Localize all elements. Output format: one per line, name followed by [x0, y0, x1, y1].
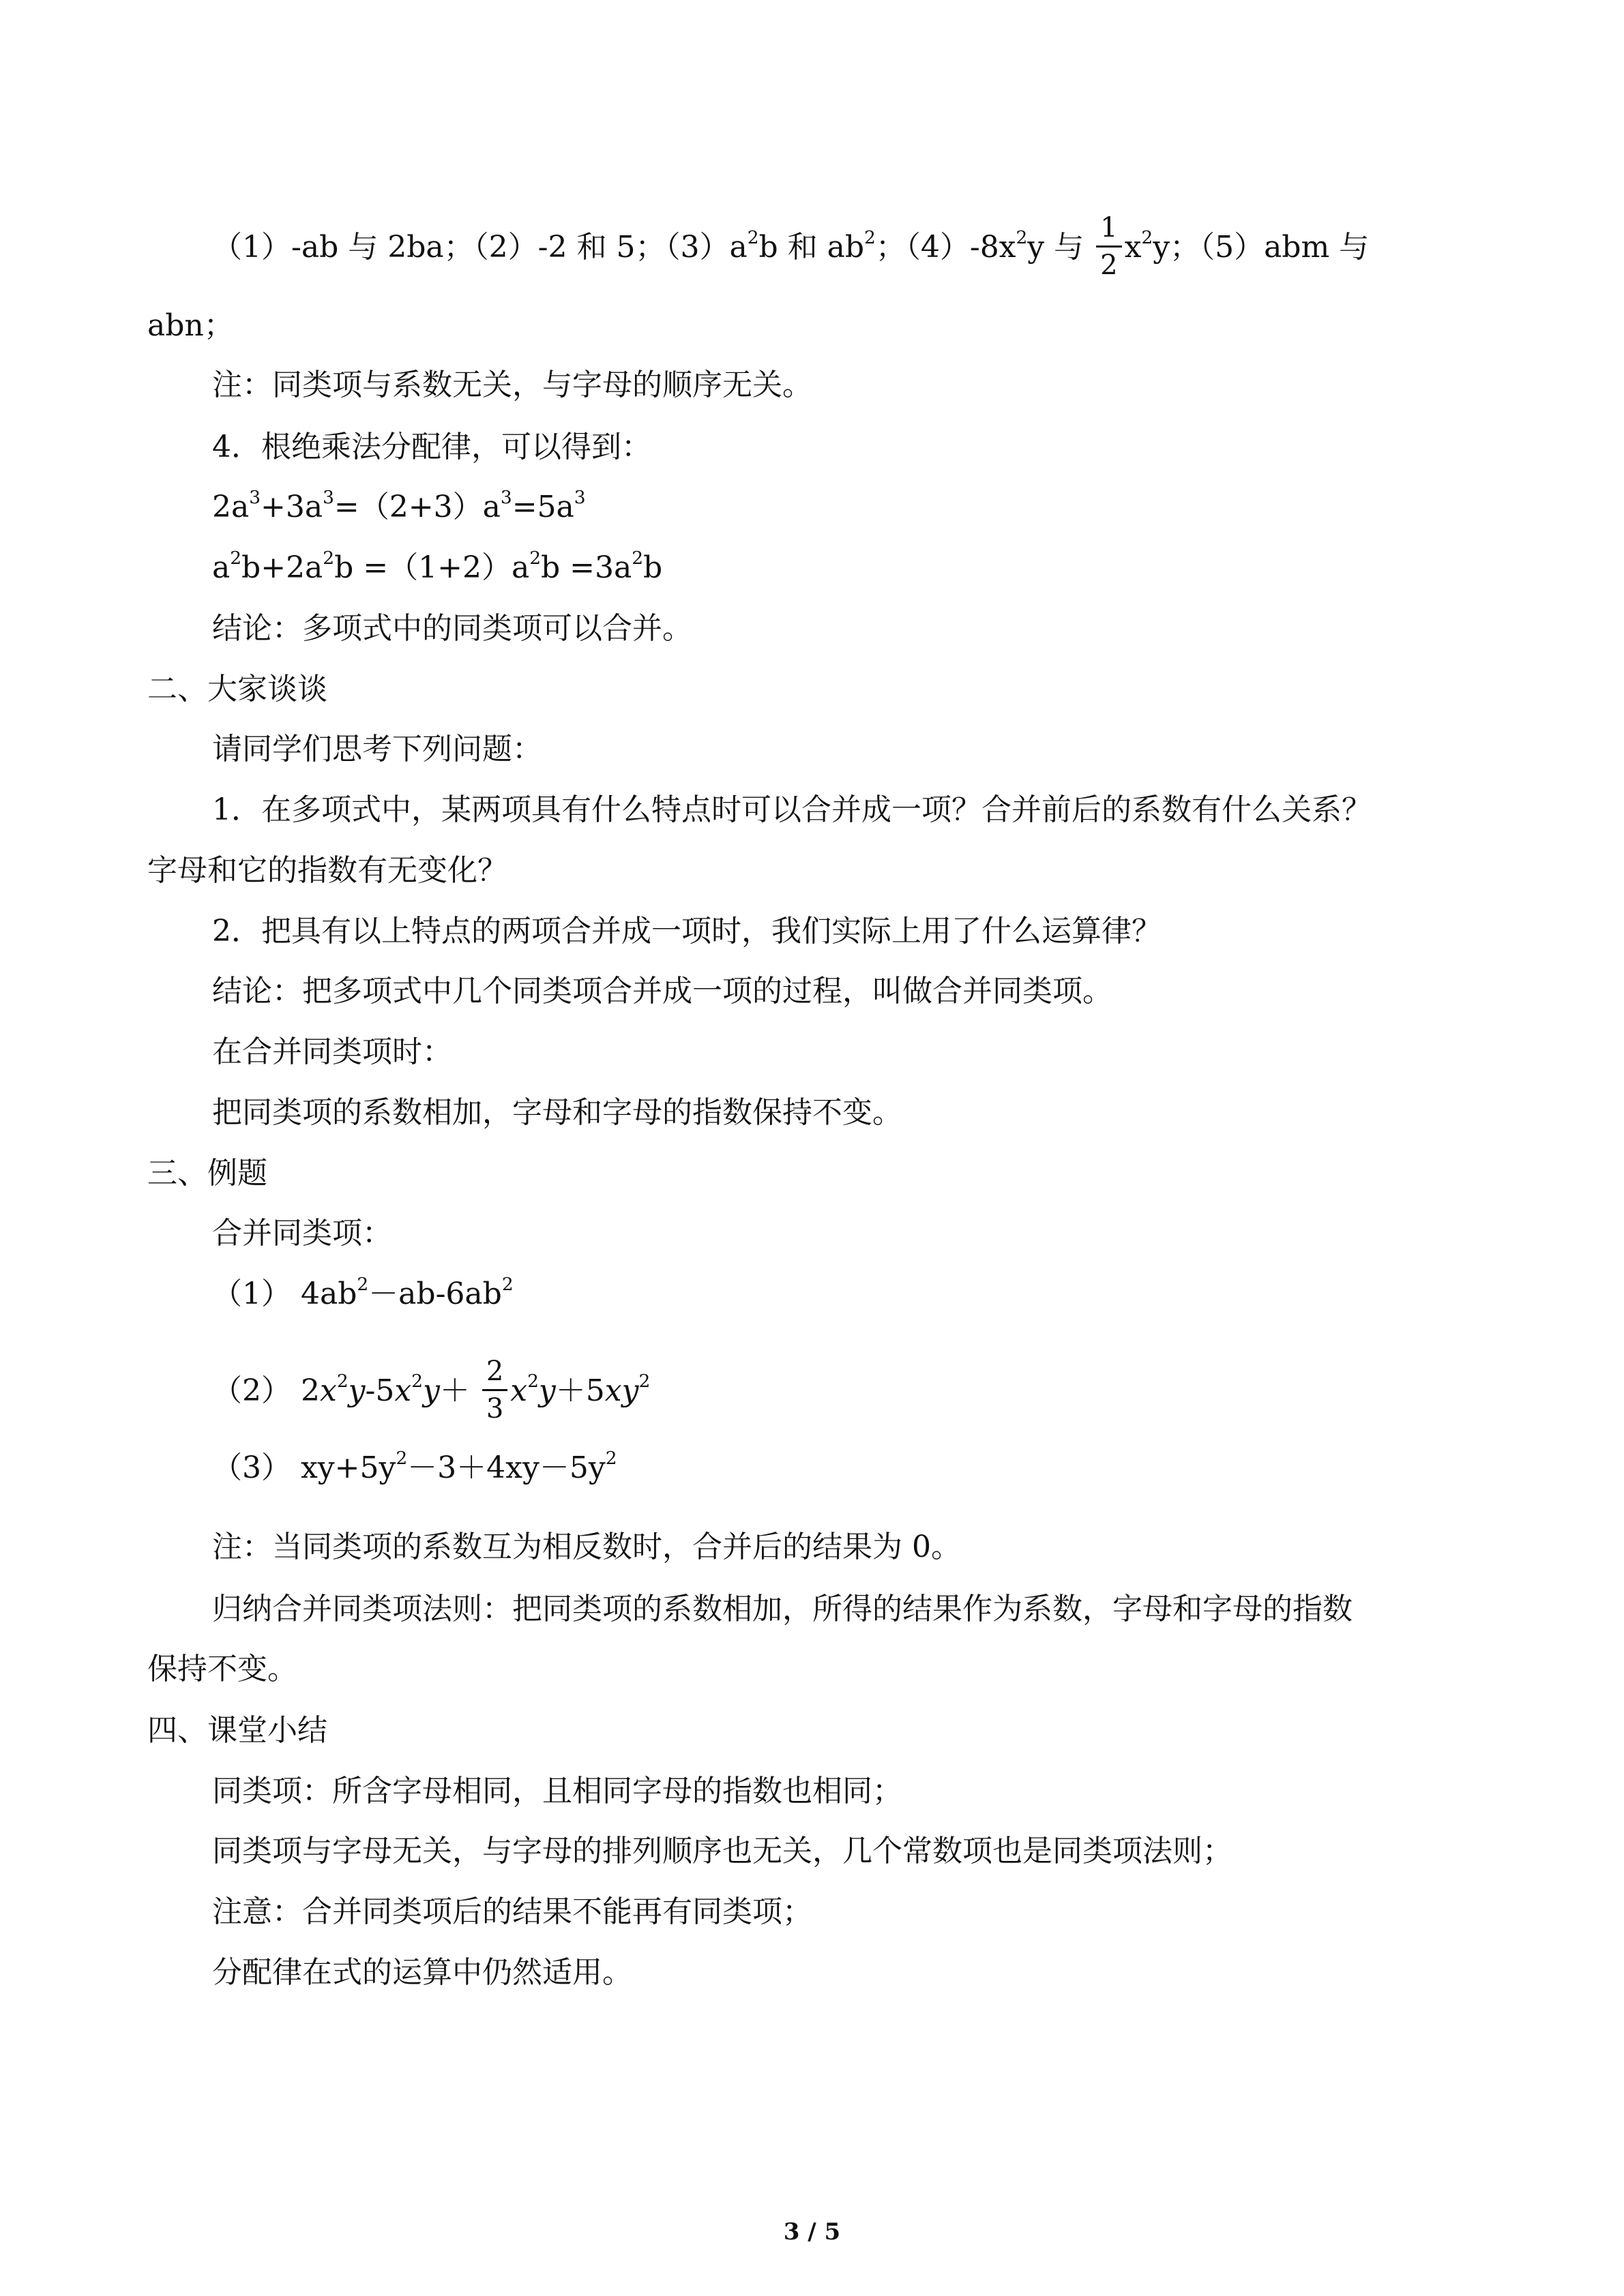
- note-line: 注：同类项与系数无关，与字母的顺序无关。: [212, 368, 812, 402]
- fraction-two-thirds: [482, 1356, 507, 1425]
- formula-line: [212, 487, 586, 528]
- text: y 与: [1027, 230, 1084, 265]
- superscript: 2: [529, 548, 541, 569]
- text: （1）-ab 与 2ba；（2）-2 和 5；（3）a: [212, 230, 748, 265]
- superscript: 2: [747, 227, 759, 249]
- summary-line: 注意：合并同类项后的结果不能再有同类项；: [212, 1894, 812, 1929]
- variable: xy: [604, 1373, 639, 1408]
- superscript: 2: [357, 1274, 369, 1296]
- variable: y: [348, 1373, 366, 1408]
- variable: x: [394, 1373, 412, 1408]
- fraction-denominator: 3: [482, 1389, 507, 1422]
- fraction-numerator: 1: [1100, 212, 1118, 243]
- variable: y: [422, 1373, 440, 1408]
- paragraph-line: 合并同类项：: [212, 1216, 392, 1251]
- superscript: 2: [605, 1448, 617, 1470]
- text: －ab-6ab: [368, 1277, 502, 1311]
- superscript: 2: [501, 1274, 514, 1296]
- example-2-line: [212, 1356, 651, 1425]
- superscript: 2: [230, 548, 242, 569]
- text: x: [1124, 230, 1142, 265]
- variable: x: [510, 1373, 528, 1408]
- formula-line: [212, 548, 662, 588]
- text: b: [643, 550, 663, 585]
- superscript: 2: [323, 548, 335, 569]
- text: -5: [365, 1373, 395, 1408]
- example-3-line: [212, 1448, 617, 1489]
- superscript: 2: [396, 1448, 408, 1470]
- superscript: 2: [638, 1371, 651, 1392]
- text: ＋5: [555, 1373, 605, 1408]
- fraction-numerator: 2: [486, 1356, 504, 1387]
- fraction-one-half: [1096, 214, 1121, 279]
- superscript: 2: [1016, 227, 1028, 249]
- rule-line: 归纳合并同类项法则：把同类项的系数相加，所得的结果作为系数，字母和字母的指数: [212, 1592, 1353, 1626]
- superscript: 2: [527, 1371, 539, 1392]
- example-1-line: [212, 1274, 514, 1315]
- paragraph-line: 请同学们思考下列问题：: [212, 732, 542, 766]
- text: ＋: [439, 1373, 470, 1408]
- variable: y: [538, 1373, 556, 1408]
- conclusion-line: 结论：多项式中的同类项可以合并。: [212, 611, 692, 646]
- fraction-denominator: 2: [1096, 245, 1121, 279]
- text: （2） 2: [212, 1373, 320, 1408]
- paragraph-line: 4．根绝乘法分配律，可以得到：: [212, 430, 651, 464]
- question-line: 字母和它的指数有无变化？: [147, 853, 507, 888]
- text: y；（5）abm 与: [1153, 230, 1370, 265]
- variable: x: [319, 1373, 337, 1408]
- superscript: 2: [336, 1371, 349, 1392]
- text: =（2+3）a: [334, 490, 501, 524]
- paragraph-line: 在合并同类项时：: [212, 1034, 452, 1069]
- section-heading: 三、例题: [147, 1156, 267, 1191]
- section-heading: 二、大家谈谈: [147, 672, 327, 706]
- exercise-pairs-line: [212, 212, 1370, 282]
- question-line: 1．在多项式中，某两项具有什么特点时可以合并成一项？合并前后的系数有什么关系？: [212, 792, 1372, 827]
- text: ；（4）-8x: [875, 230, 1016, 265]
- text: （3） xy+5y: [212, 1450, 396, 1485]
- section-heading: 四、课堂小结: [147, 1713, 327, 1748]
- superscript: 2: [411, 1371, 423, 1392]
- note-line: 注：当同类项的系数互为相反数时，合并后的结果为 0。: [212, 1530, 961, 1564]
- summary-line: 同类项：所含字母相同，且相同字母的指数也相同；: [212, 1774, 902, 1808]
- text: =5a: [512, 490, 574, 524]
- superscript: 3: [574, 487, 586, 509]
- text: b =（1+2）a: [334, 550, 530, 585]
- rule-line: 保持不变。: [147, 1652, 297, 1686]
- superscript: 3: [249, 487, 261, 509]
- superscript: 2: [864, 227, 876, 249]
- paragraph-line: 把同类项的系数相加，字母和字母的指数保持不变。: [212, 1095, 902, 1130]
- text: +3a: [261, 490, 323, 524]
- page-number: 3 / 5: [783, 2218, 841, 2246]
- superscript: 2: [1141, 227, 1153, 249]
- text: （1） 4ab: [212, 1277, 357, 1311]
- text: b 和 ab: [758, 230, 865, 265]
- text: b+2a: [241, 550, 323, 585]
- text: 2a: [212, 490, 250, 524]
- summary-line: 分配律在式的运算中仍然适用。: [212, 1955, 632, 1990]
- text: b =3a: [541, 550, 632, 585]
- superscript: 3: [323, 487, 334, 509]
- superscript: 3: [500, 487, 512, 509]
- text: －3＋4xy－5y: [407, 1450, 606, 1485]
- summary-line: 同类项与字母无关，与字母的排列顺序也无关，几个常数项也是同类项法则；: [212, 1834, 1232, 1868]
- paragraph-line: abn；: [147, 308, 234, 343]
- question-line: 2．把具有以上特点的两项合并成一项时，我们实际上用了什么运算律？: [212, 914, 1162, 949]
- superscript: 2: [632, 548, 644, 569]
- conclusion-line: 结论：把多项式中几个同类项合并成一项的过程，叫做合并同类项。: [212, 974, 1112, 1009]
- text: a: [212, 550, 231, 585]
